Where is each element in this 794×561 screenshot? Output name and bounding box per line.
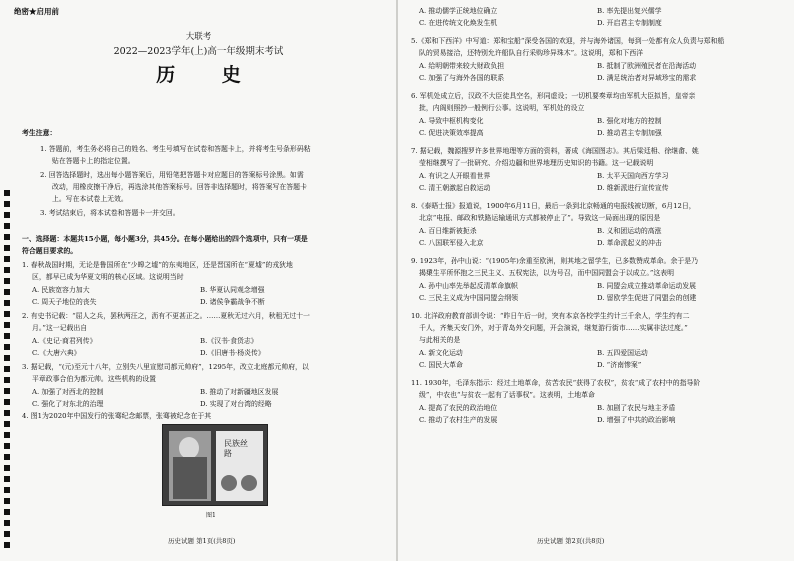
q1-option-c: C. 周天子地位的丧失	[32, 298, 97, 306]
notice-line: 3. 考试结束后，将本试卷和答题卡一并交回。	[40, 209, 180, 217]
q1-option-d: D. 诸侯争霸战争不断	[200, 298, 265, 306]
exam-title: 2022—2023学年(上)高一年级期末考试	[113, 46, 284, 57]
q3-option-a: A. 加强了对西北的控制	[32, 388, 104, 396]
q6-option-b: B. 强化对地方的控制	[597, 117, 662, 125]
q3-option-c: C. 强化了对东北的治理	[32, 400, 104, 408]
q6-option-a: A. 导致中枢机构变化	[419, 117, 484, 125]
q1-stem: 区，都早已成为华夏文明的核心区域。这说明当时	[32, 273, 184, 281]
exam-name: 大联考	[185, 32, 212, 42]
q6-option-c: C. 促进决策效率提高	[419, 129, 484, 137]
q10-stem: 与此相关的是	[419, 336, 461, 344]
q8-option-d: D. 革命派起义的冲击	[597, 239, 662, 247]
section-heading: 符合题目要求的。	[22, 247, 78, 255]
q6-stem: 6. 军机处成立后，汉政不大臣徒具空名，形同虚设；一切机要奏章均由军机大臣拟旨，皇帝亲	[411, 92, 696, 100]
q9-option-c: C. 三民主义成为中国同盟会纲领	[419, 294, 518, 302]
q3-stem: 平章政事合伯为都元帅。这些机构的设置	[32, 375, 157, 383]
stamp-seal-icon	[241, 475, 257, 491]
notice-line: 上。写在本试卷上无效。	[52, 195, 128, 203]
q11-option-a: A. 提高了农民的政治地位	[419, 404, 498, 412]
prev-option-a: A. 推动儒学正统地位确立	[419, 7, 498, 15]
q5-option-c: C. 加强了与海外各国的联系	[419, 74, 505, 82]
prev-option-b: B. 率先提出复兴儒学	[597, 7, 662, 15]
portrait-body	[173, 457, 207, 499]
q9-option-b: B. 同盟会成立推动革命运动发展	[597, 282, 697, 290]
q3-stem: 3. 据记载，“(元)至元十八年，立别失八里宣慰司都元帅府”，1295年，改立北庭都元帅府，以	[22, 363, 309, 371]
q11-stem: 11. 1930年，毛泽东指示：经过土地革命，贫苦农民“获得了农权”，贫农“成了农村中的指导阶	[411, 379, 701, 387]
notice-line: 2. 回答选择题时，选出每小题答案后，用铅笔把答题卡对应题目的答案标号涂黑。如需	[40, 171, 304, 179]
stamp-figure	[162, 424, 268, 506]
page-2	[397, 0, 794, 561]
notice-line: 贴在答题卡上的指定位置。	[52, 157, 135, 165]
q8-stem: 北京“电报、邮政和铁路运输通讯方式都被停止了”。导致这一局面出现的原因是	[419, 214, 661, 222]
q8-stem: 8.《泰晤士报》报道说，1900年6月11日，最后一条到北京畅通的电报线被切断，6月12日，	[411, 202, 696, 210]
stamp-panel	[216, 431, 263, 501]
q10-option-d: D. “济南惨案”	[597, 361, 642, 369]
q10-stem: 千人，齐集天安门外，对于青岛外交问题，开会演说，继复游行街市……实属非法过度。”	[419, 324, 688, 332]
portrait-image	[169, 431, 211, 501]
q8-option-a: A. 百日维新被扼杀	[419, 227, 477, 235]
q11-option-b: B. 加剧了农民与地主矛盾	[597, 404, 676, 412]
figure-caption: 图1	[206, 512, 216, 519]
q10-stem: 10. 北洋政府教育部训令说：“昨日午后一时，突有本京各校学生约计三千余人，学生约有二	[411, 312, 690, 320]
prev-option-d: D. 开启君主专制制度	[597, 19, 662, 27]
q7-stem: 7. 据记载，魏源搜罗许多世界地理等方面的资料，著成《海国图志》。其后梁廷枏、徐继畬、姚	[411, 147, 699, 155]
q5-option-d: D. 满足统治者对异域珍宝的需求	[597, 74, 697, 82]
q8-option-b: B. 义和团运动的高涨	[597, 227, 662, 235]
q6-stem: 批，内阁则照抄一般例行公事。这说明，军机处的设立	[419, 104, 585, 112]
q8-option-c: C. 八国联军侵入北京	[419, 239, 484, 247]
q2-option-c: C.《大唐六典》	[32, 349, 81, 357]
q3-option-d: D. 实现了对台湾的经略	[200, 400, 272, 408]
stamp-seal-icon	[221, 475, 237, 491]
q9-option-d: D. 留欧学生促进了同盟会的创建	[597, 294, 697, 302]
q11-option-d: D. 增强了中共的政治影响	[597, 416, 676, 424]
q9-stem: 揭橥生平所怀抱之三民主义、五权宪法，以为号召，而中国同盟会于以成立。”这表明	[419, 269, 675, 277]
section-heading: 一、选择题：本题共15小题，每小题3分，共45分。在每小题给出的四个选项中，只有一项是	[22, 235, 308, 243]
q7-option-b: B. 太平天国向西方学习	[597, 172, 669, 180]
page-footer: 历史试题 第1页(共8页)	[168, 537, 236, 545]
notice-line: 改动，用橡皮擦干净后，再选涂其他答案标号。回答非选择题时，将答案写在答题卡	[52, 183, 307, 191]
q9-option-a: A. 孙中山率先举起反清革命旗帜	[419, 282, 518, 290]
q5-option-b: B. 抵制了欧洲殖民者在沿海活动	[597, 62, 697, 70]
q4-stem: 4. 图1为2020年中国发行的张骞纪念邮票，张骞被纪念在于其	[22, 412, 212, 420]
q5-stem: 队的贸易接洽，还特别允许船队自行采购珍异珠木”。这说明，郑和下西洋	[419, 49, 644, 57]
q2-option-a: A.《史记·商君列传》	[32, 337, 97, 345]
q11-option-c: C. 推动了农村生产的发展	[419, 416, 498, 424]
q6-option-d: D. 推动君主专制加强	[597, 129, 662, 137]
prev-option-c: C. 在进传统文化焕发生机	[419, 19, 498, 27]
q7-option-c: C. 清王朝激起自救运动	[419, 184, 491, 192]
secret-label: 绝密★启用前	[14, 7, 59, 16]
subject-title: 历 史	[156, 64, 261, 86]
portrait-head	[179, 437, 199, 459]
q10-option-c: C. 国民大革命	[419, 361, 463, 369]
q2-stem: 2. 有史书记载：“屈人之兵，罢秋两汪之，沥有不更甚正之。……夏秋无过六月，秋租无过十一	[22, 312, 310, 320]
q7-option-a: A. 有识之人开眼看世界	[419, 172, 491, 180]
q10-option-a: A. 新文化运动	[419, 349, 463, 357]
notice-line: 1. 答题前，考生务必将自己的姓名、考生号填写在试卷和答题卡上，并将考生号条形码粘	[40, 145, 311, 153]
q2-option-b: B.《汉书·食货志》	[200, 337, 258, 345]
q7-option-d: D. 维新派进行宣传宣传	[597, 184, 669, 192]
q9-stem: 9. 1923年，孙中山说：“(1905年)余重至欧洲，则其地之留学生，已多数赞成革命。余于是乃	[411, 257, 699, 265]
page-footer: 历史试题 第2页(共8页)	[537, 537, 605, 545]
q10-option-b: B. 五四爱国运动	[597, 349, 648, 357]
notice-title: 考生注意：	[22, 129, 57, 137]
q5-stem: 5.《郑和下西洋》中写道：郑和宝船“深受各国的欢迎，并与海外诸国，每到一处都有众人负责与郑和船	[411, 37, 725, 45]
q1-stem: 1. 春秋战国时期，无论是鲁国所在“少皞之墟”的东夷地区，还是晋国所在“夏墟”的戎狄地	[22, 261, 293, 269]
q1-option-a: A. 民族宽容力加大	[32, 286, 90, 294]
q2-stem: 月。”这一记载出自	[32, 324, 88, 332]
q1-option-b: B. 华夏认同观念增强	[200, 286, 265, 294]
q2-option-d: D.《旧唐书·杨炎传》	[200, 349, 265, 357]
q5-option-a: A. 给明朝带来较大财政负担	[419, 62, 505, 70]
q3-option-b: B. 推动了对新疆地区发展	[200, 388, 279, 396]
q11-stem: 级”，中农也“与贫农一起有了话事权”。这表明，土地革命	[419, 391, 595, 399]
stamp-text: 民族丝路	[224, 439, 248, 458]
q7-stem: 莹相继撰写了一批研究、介绍边疆和世界地理历史知识的书籍。这一记载说明	[419, 159, 654, 167]
